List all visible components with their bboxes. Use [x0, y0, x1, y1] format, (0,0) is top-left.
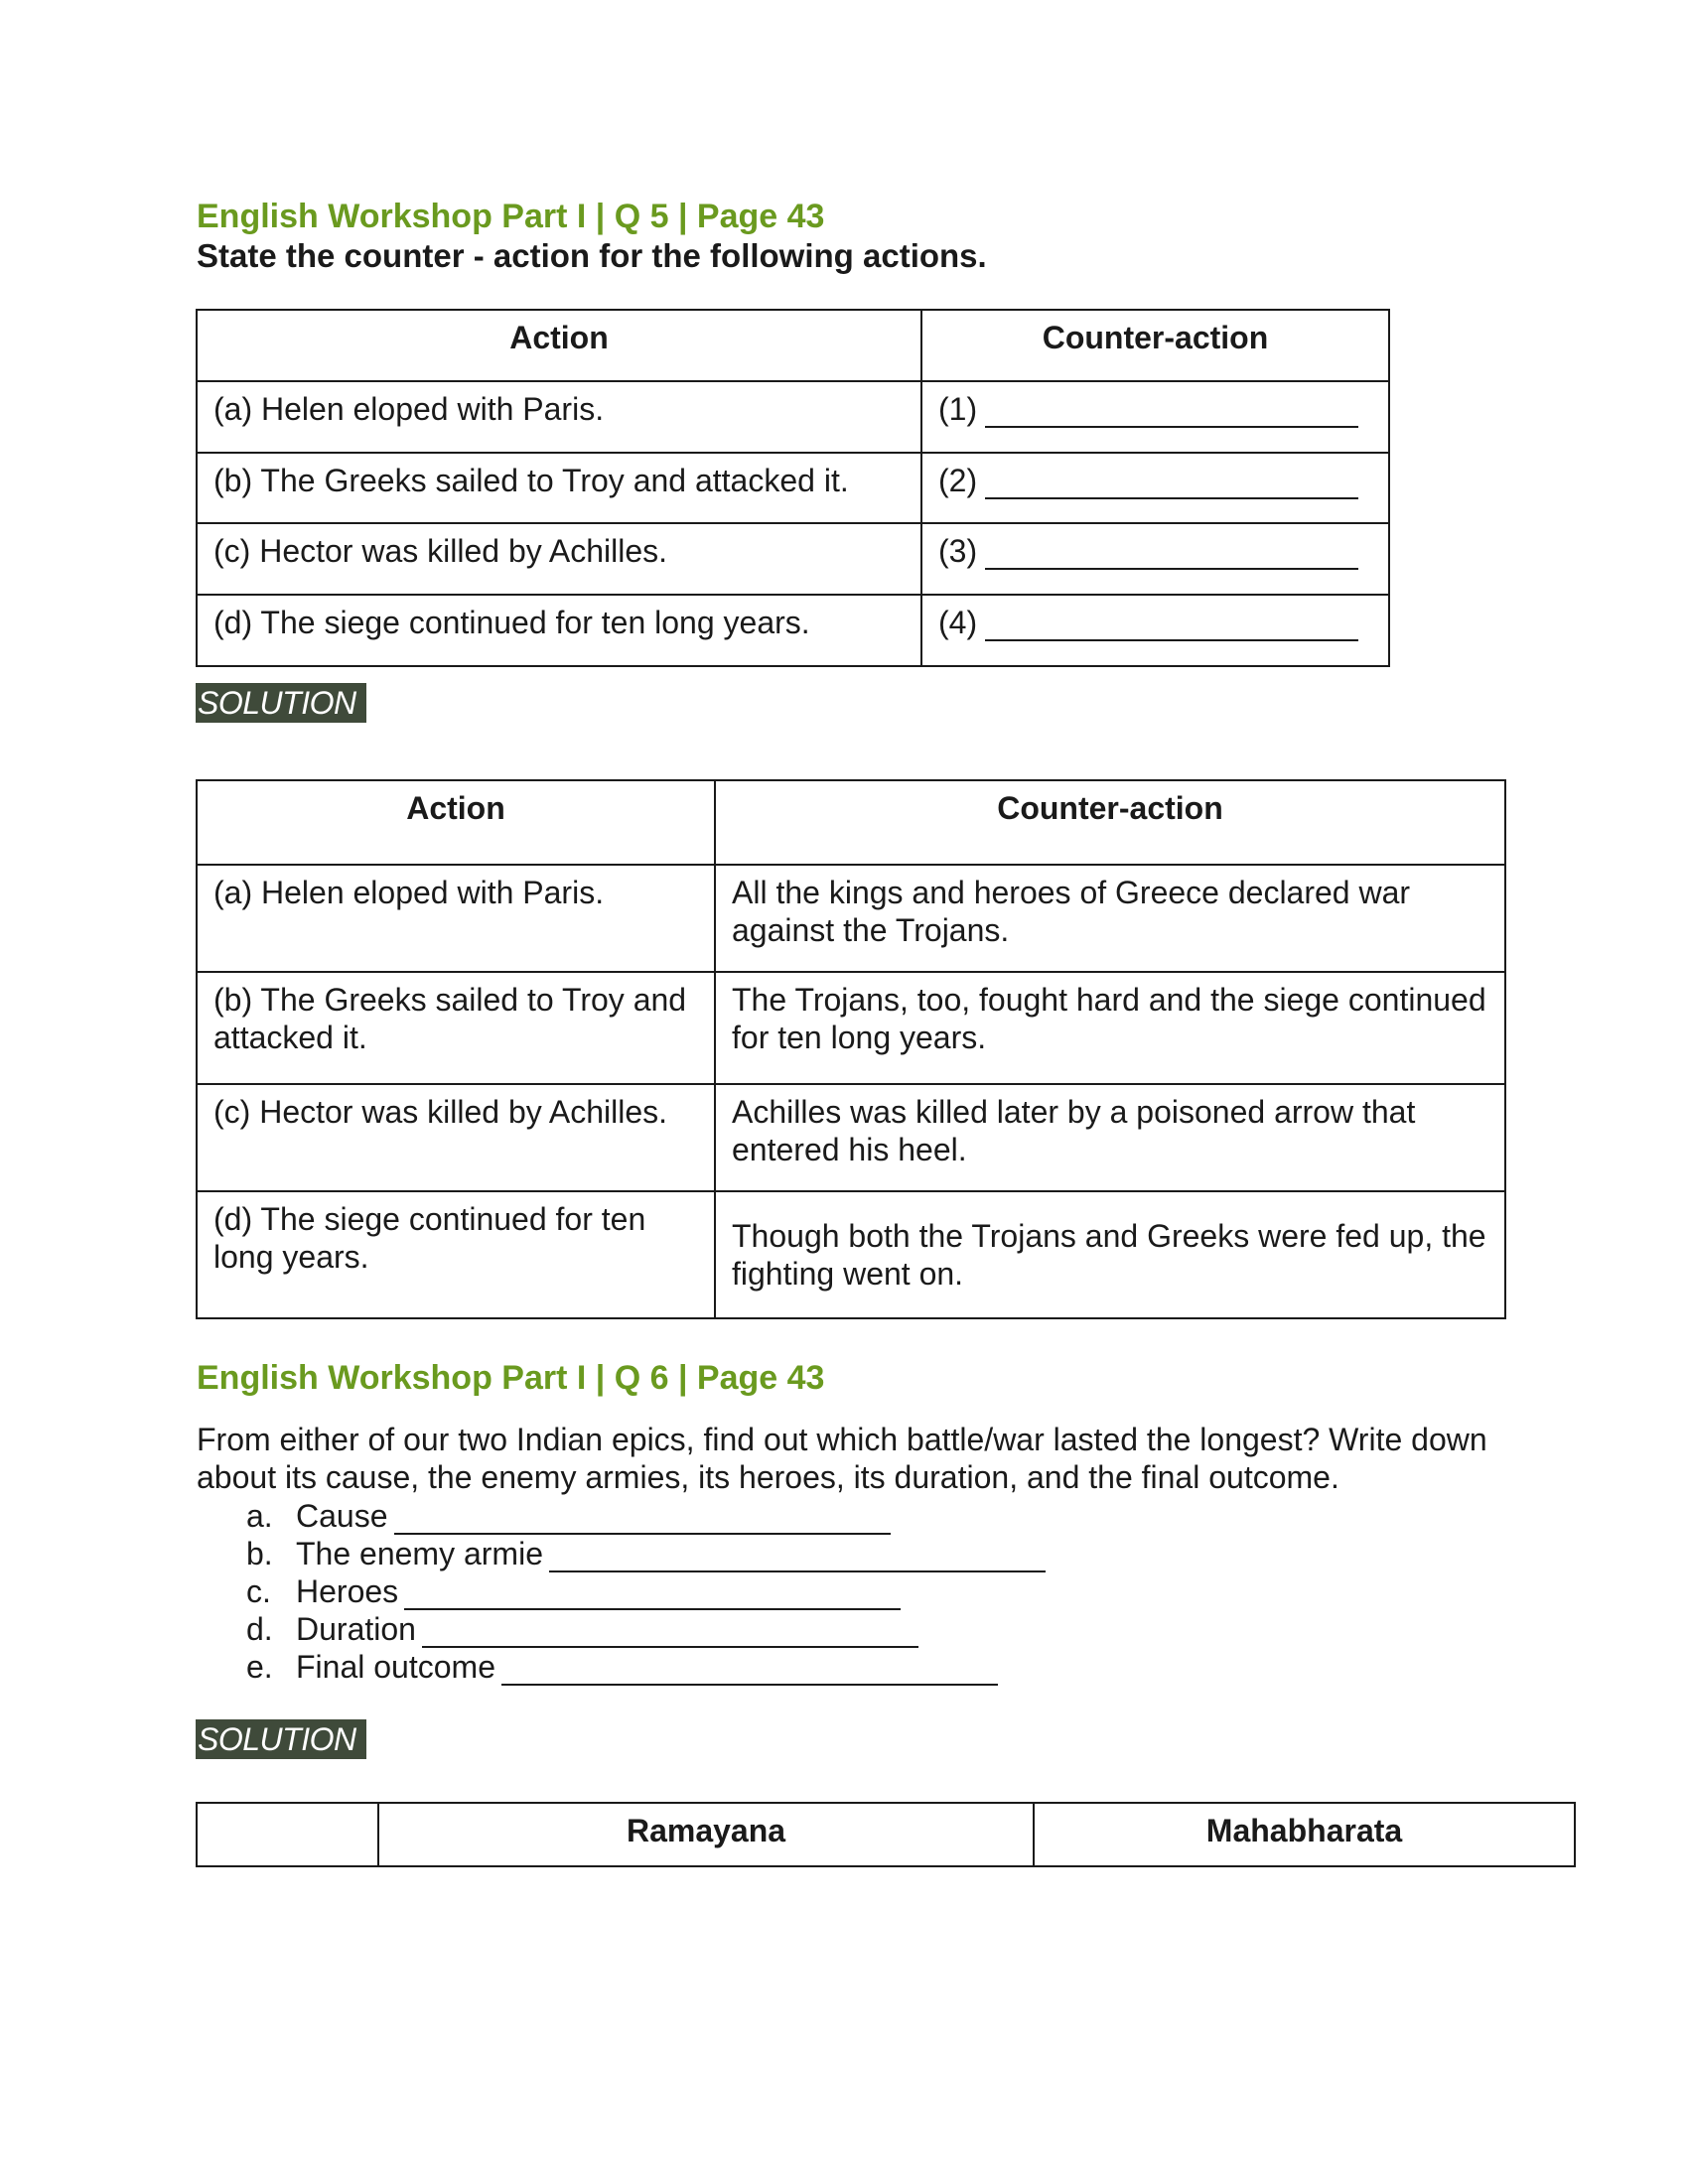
item-letter: a. [246, 1498, 273, 1534]
counter-action-cell: All the kings and heroes of Greece declared war against the Trojans. [715, 865, 1505, 972]
column-header-ramayana: Ramayana [378, 1803, 1034, 1866]
q5-header [197, 197, 1487, 276]
answer-blank-line [985, 608, 1358, 641]
list-item [246, 1648, 1046, 1686]
action-cell: (b) The Greeks sailed to Troy and attacked it. [197, 453, 921, 523]
table-row [197, 1191, 1505, 1318]
item-letter: d. [246, 1611, 273, 1647]
answer-blank-cell [921, 523, 1389, 595]
q6-question: From either of our two Indian epics, find out which battle/war lasted the longest? Write down about its cause, the enemy armies, its heroes, its duration, and the final outcome. [197, 1422, 1487, 1495]
q5-heading: English Workshop Part I | Q 5 | Page 43 [197, 198, 825, 235]
q6-heading: English Workshop Part I | Q 6 | Page 43 [197, 1359, 825, 1397]
item-label: Heroes [296, 1573, 399, 1609]
table-row [197, 865, 1505, 972]
answer-number: (2) [938, 463, 978, 498]
item-label: Cause [296, 1498, 388, 1534]
table-row [197, 972, 1505, 1084]
list-item [246, 1535, 1046, 1572]
table-row [197, 381, 1389, 453]
answer-blank-line [394, 1503, 891, 1535]
column-header-action: Action [197, 780, 715, 865]
q5-solution-label: SOLUTION [196, 683, 366, 723]
action-cell: (b) The Greeks sailed to Troy and attacked it. [197, 972, 715, 1084]
counter-action-cell: The Trojans, too, fought hard and the siege continued for ten long years. [715, 972, 1505, 1084]
table-row [197, 1084, 1505, 1191]
q5-question-table [196, 309, 1390, 667]
column-header-mahabharata: Mahabharata [1034, 1803, 1575, 1866]
list-item [246, 1572, 1046, 1610]
item-letter: b. [246, 1536, 273, 1571]
counter-action-cell: Achilles was killed later by a poisoned arrow that entered his heel. [715, 1084, 1505, 1191]
table-row [197, 523, 1389, 595]
q6-solution-table [196, 1802, 1576, 1867]
answer-blank-cell [921, 453, 1389, 523]
answer-blank-line [985, 536, 1358, 570]
answer-number: (1) [938, 391, 978, 427]
column-header-empty [197, 1803, 378, 1866]
q6-solution-label-wrap [196, 1719, 366, 1759]
q6-answer-list [246, 1497, 1046, 1686]
item-letter: e. [246, 1649, 273, 1685]
item-label: The enemy armie [296, 1536, 543, 1571]
table-row [197, 595, 1389, 666]
answer-blank-cell [921, 595, 1389, 666]
q6-solution-label: SOLUTION [196, 1719, 366, 1759]
column-header-counter-action: Counter-action [921, 310, 1389, 381]
action-cell: (a) Helen eloped with Paris. [197, 381, 921, 453]
counter-action-cell: Though both the Trojans and Greeks were fed up, the fighting went on. [715, 1191, 1505, 1318]
answer-blank-line [985, 466, 1358, 499]
item-letter: c. [246, 1573, 271, 1609]
action-cell: (d) The siege continued for ten long years. [197, 595, 921, 666]
q6-header [197, 1358, 1487, 1398]
q6-question-block [197, 1421, 1507, 1496]
list-item [246, 1497, 1046, 1535]
answer-blank-line [549, 1541, 1046, 1572]
table-row [197, 453, 1389, 523]
item-label: Duration [296, 1611, 416, 1647]
answer-blank-line [422, 1616, 918, 1648]
column-header-action: Action [197, 310, 921, 381]
q5-solution-table [196, 779, 1506, 1319]
item-label: Final outcome [296, 1649, 495, 1685]
answer-number: (4) [938, 605, 978, 640]
answer-blank-line [985, 394, 1358, 428]
answer-number: (3) [938, 533, 978, 569]
answer-blank-line [404, 1578, 901, 1610]
q5-solution-label-wrap [196, 683, 366, 723]
list-item [246, 1610, 1046, 1648]
action-cell: (a) Helen eloped with Paris. [197, 865, 715, 972]
column-header-counter-action: Counter-action [715, 780, 1505, 865]
action-cell: (c) Hector was killed by Achilles. [197, 1084, 715, 1191]
answer-blank-line [501, 1654, 998, 1686]
action-cell: (c) Hector was killed by Achilles. [197, 523, 921, 595]
q5-instruction: State the counter - action for the following actions. [197, 237, 987, 274]
answer-blank-cell [921, 381, 1389, 453]
action-cell: (d) The siege continued for ten long years. [197, 1191, 715, 1318]
